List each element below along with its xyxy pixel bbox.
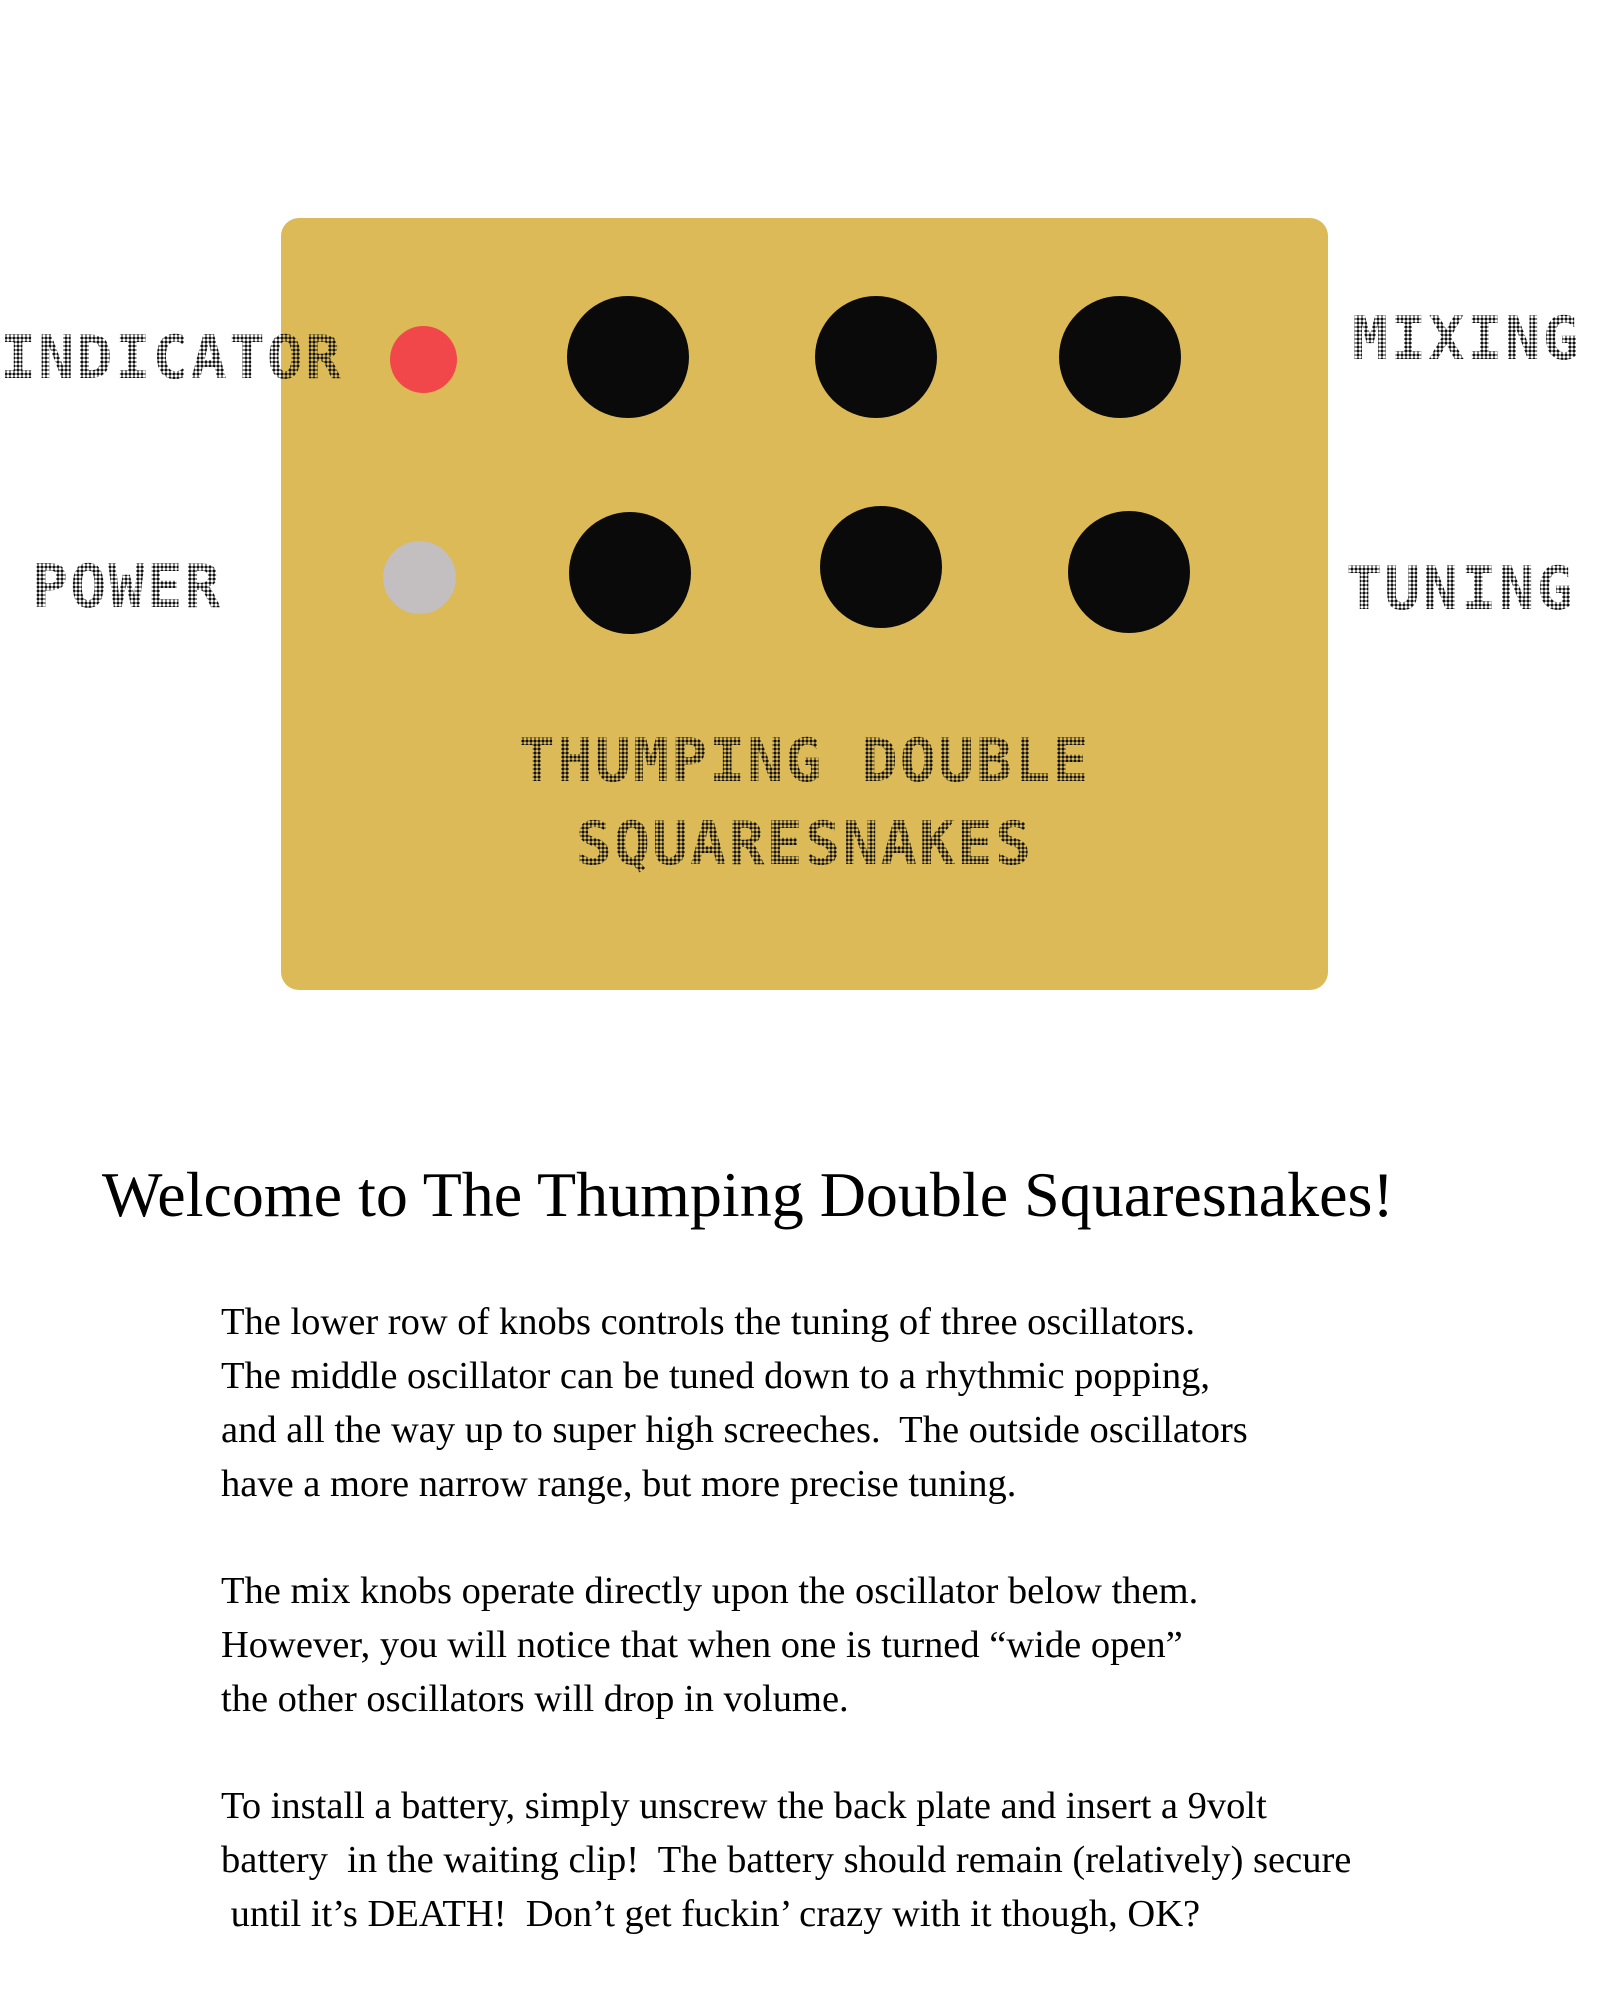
paragraph-line: The middle oscillator can be tuned down to a rhythmic popping, <box>221 1355 1211 1397</box>
paragraph-line: The mix knobs operate directly upon the oscillator below them. <box>221 1570 1199 1612</box>
welcome-heading: Welcome to The Thumping Double Squaresnakes! <box>102 1159 1394 1230</box>
paragraph-line: To install a battery, simply unscrew the back plate and insert a 9volt <box>221 1785 1267 1827</box>
paragraph-line: until it’s DEATH! Don’t get fuckin’ crazy with it though, OK? <box>221 1893 1201 1935</box>
power-label: POWER <box>32 552 223 622</box>
indicator-led <box>390 326 457 393</box>
mix-knob-1[interactable] <box>567 296 689 418</box>
indicator-label: INDICATOR <box>0 323 344 393</box>
paragraph-line: have a more narrow range, but more precise tuning. <box>221 1463 1017 1505</box>
pedal-title-line-1: THUMPING DOUBLE <box>281 731 1328 791</box>
paragraph-line: However, you will notice that when one is turned “wide open” <box>221 1624 1183 1666</box>
mix-knob-2[interactable] <box>815 296 937 418</box>
power-led <box>383 541 456 614</box>
paragraph-line: the other oscillators will drop in volume. <box>221 1678 849 1720</box>
mixing-label: MIXING <box>1352 304 1581 374</box>
mix-knob-3[interactable] <box>1059 296 1181 418</box>
tuning-knob-1[interactable] <box>569 512 691 634</box>
tuning-paragraph <box>221 1295 1248 1511</box>
tuning-knob-2[interactable] <box>820 506 942 628</box>
pedal-title-line-2: SQUARESNAKES <box>281 814 1328 874</box>
paragraph-line: and all the way up to super high screeches. The outside oscillators <box>221 1409 1248 1451</box>
paragraph-line: battery in the waiting clip! The battery should remain (relatively) secure <box>221 1839 1352 1881</box>
battery-paragraph <box>221 1779 1351 1941</box>
tuning-knob-3[interactable] <box>1068 511 1190 633</box>
tuning-label: TUNING <box>1346 554 1575 624</box>
paragraph-line: The lower row of knobs controls the tuning of three oscillators. <box>221 1301 1196 1343</box>
mix-paragraph <box>221 1564 1198 1726</box>
